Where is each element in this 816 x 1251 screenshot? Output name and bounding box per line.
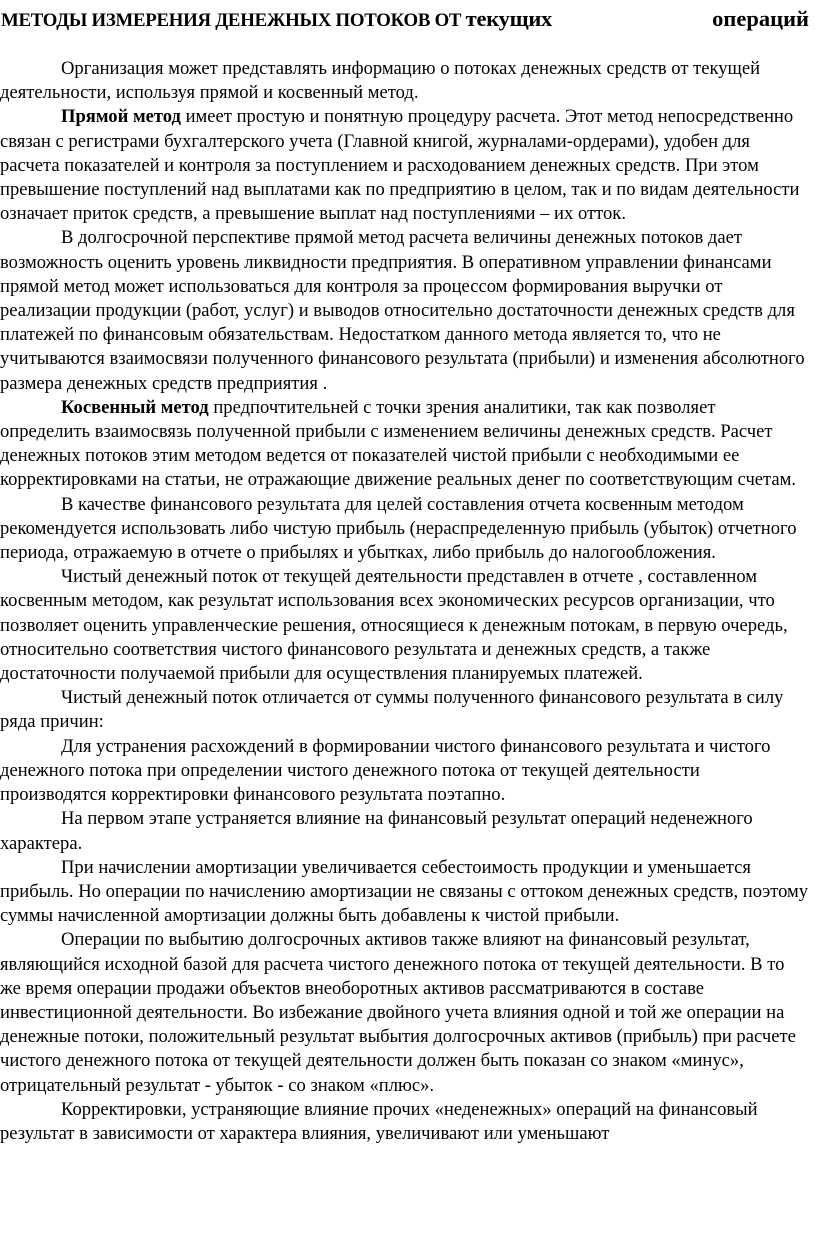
paragraph-intro: Организация может представлять информацию о потоках денежных средств от текущей деятельности, используя прямой и косвенный метод. [0, 58, 761, 104]
paragraph-indirect-method [0, 396, 809, 493]
document-title [1, 4, 809, 34]
paragraph-direct-method [0, 105, 809, 226]
paragraph-first-stage: На первом этапе устраняется влияние на финансовый результат операций неденежного характера. [0, 808, 753, 854]
indirect-method-text: предпочтительней с точки зрения аналитики, так как позволяет определить взаимосвязь полученной прибыли с изменением величины денежных средств. Расчет денежных потоков этим методом ведется от показателей чистой прибыли с необходимыми ее корректировками на статьи, не отражающие движение реальных денег по соответствующим счетам. [0, 396, 797, 491]
paragraph-net-cash-flow: Чистый денежный поток от текущей деятельности представлен в отчете , составленном косвенным методом, как результат использования всех экономических ресурсов организации, что позволяет оценить управленческие решения, относящиеся к денежным потокам, в первую очередь, относительно соответствия чистого финансового результата и денежных средств, а также достаточности получаемой прибыли для осуществления планируемых платежей. [0, 566, 788, 685]
direct-method-term: Прямой метод [61, 106, 181, 128]
paragraph-asset-disposal: Операции по выбытию долгосрочных активов также влияют на финансовый результат, являющийся исходной базой для расчета чистого денежного потока от текущей деятельности. В то же время операции продажи объектов внеоборотных активов рассматриваются в составе инвестиционной деятельности. Во избежание двойного учета влияния одной и той же операции на денежные потоки, положительный результат выбытия долгосрочных активов (прибыль) при расчете чистого денежного потока от текущей деятельности должен быть показан со знаком «минус», отрицательный результат - убыток - со знаком «плюс». [0, 929, 796, 1096]
direct-method-text: имеет простую и понятную процедуру расчета. Этот метод непосредственно связан с регистрами бухгалтерского учета (Главной книгой, журналами-ордерами), удобен для расчета показателей и контроля за поступлением и расходованием денежных средств. При этом превышение поступлений над выплатами как по предприятию в целом, так и по видам деятельности означает приток средств, а превышение выплат над поступлениями – их отток. [0, 106, 800, 225]
paragraph-adjustments: Для устранения расхождений в формировании чистого финансового результата и чистого денежного потока при определении чистого денежного потока от текущей деятельности производятся корректировки финансового результата поэтапно. [0, 735, 771, 806]
paragraph-depreciation: При начислении амортизации увеличивается себестоимость продукции и уменьшается прибыль. Но операции по начислению амортизации не связаны с оттоком денежных средств, поэтому суммы начисленной амортизации должны быть добавлены к чистой прибыли. [0, 856, 809, 927]
title-left [1, 4, 552, 36]
paragraph-long-term: В долгосрочной перспективе прямой метод расчета величины денежных потоков дает возможность оценить уровень ликвидности предприятия. В оперативном управлении финансами прямой метод может использоваться для контроля за процессом формирования выручки от реализации продукции (работ, услуг) и выводов относительно достаточности денежных средств для платежей по финансовым обязательствам. Недостатком данного метода является то, что не учитываются взаимосвязи полученного финансового результата (прибыли) и изменения абсолютного размера денежных средств предприятия . [0, 227, 805, 394]
title-right: операций [712, 6, 809, 31]
title-caps: МЕТОДЫ ИЗМЕРЕНИЯ ДЕНЕЖНЫХ ПОТОКОВ ОТ [1, 10, 462, 31]
title-word: текущих [465, 6, 553, 31]
indirect-method-term: Косвенный метод [61, 396, 209, 418]
paragraph-financial-result: В качестве финансового результата для целей составления отчета косвенным методом рекомендуется использовать либо чистую прибыль (нераспределенную прибыль (убыток) отчетного периода, отражаемую в отчете о прибылях и убытках, либо прибыль до налогообложения. [0, 493, 797, 564]
paragraph-differences: Чистый денежный поток отличается от суммы полученного финансового результата в силу ряда причин: [0, 687, 784, 733]
paragraph-other-adjustments: Корректировки, устраняющие влияние прочих «неденежных» операций на финансовый результат в зависимости от характера влияния, увеличивают или уменьшают [0, 1098, 758, 1144]
